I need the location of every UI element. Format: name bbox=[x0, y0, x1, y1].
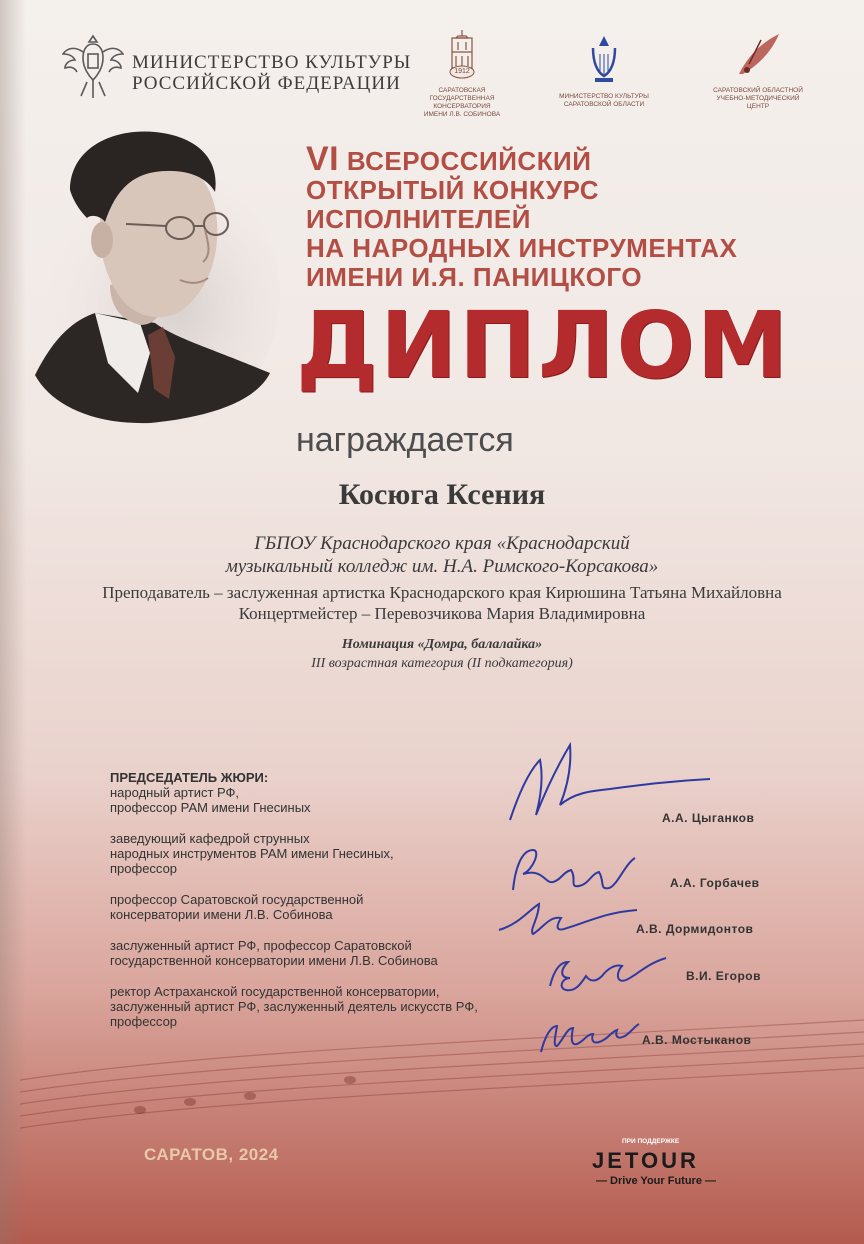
jury-role-line: народный артист РФ, bbox=[110, 785, 240, 800]
conservatory-year: 1912 bbox=[454, 68, 470, 75]
conservatory-logo bbox=[418, 28, 506, 119]
conservatory-line-3: КОНСЕРВАТОРИЯ bbox=[433, 103, 491, 110]
conservatory-line-4: ИМЕНИ Л.В. СОБИНОВА bbox=[423, 111, 501, 118]
teacher-line: Преподаватель – заслуженная артистка Краснодарского края Кирюшина Татьяна Михайловна bbox=[102, 583, 782, 602]
saratov-ministry-line-2: САРАТОВСКОЙ ОБЛАСТИ bbox=[563, 101, 645, 108]
diploma-heading: ДИПЛОМ bbox=[296, 292, 791, 399]
signature-egorov bbox=[540, 952, 680, 997]
signature-mostykanov bbox=[535, 1014, 645, 1059]
signature-gorbachev bbox=[505, 840, 655, 900]
age-category: III возрастная категория (II подкатегория) bbox=[311, 656, 573, 671]
ministry-line-1: МИНИСТЕРСТВО КУЛЬТУРЫ bbox=[132, 52, 412, 73]
jury-member-role bbox=[110, 984, 510, 1029]
jury-role-line: ректор Астраханской государственной консерватории, bbox=[110, 984, 440, 999]
jury-role-line: государственной консерватории имени Л.В. Собинова bbox=[110, 953, 438, 968]
lyre-icon bbox=[587, 34, 621, 86]
jury-role-line: профессор bbox=[110, 1014, 178, 1029]
jury-member-role bbox=[110, 938, 510, 968]
jury-member-role bbox=[110, 831, 510, 876]
saratov-ministry-line-1: МИНИСТЕРСТВО КУЛЬТУРЫ bbox=[559, 93, 649, 100]
jury-name-dormidontov: А.В. Дормидонтов bbox=[636, 922, 754, 936]
jury-name-tsygankov: А.А. Цыганков bbox=[662, 811, 755, 825]
ministry-of-culture-label bbox=[132, 52, 411, 94]
conservatory-line-1: САРАТОВСКАЯ bbox=[438, 87, 486, 94]
institution-line-2: музыкальный колледж им. Н.А. Римского-Корсакова» bbox=[225, 556, 659, 577]
method-center-line-3: ЦЕНТР bbox=[746, 103, 770, 110]
jury-role-line: профессор Саратовской государственной bbox=[110, 892, 364, 907]
nomination: Номинация «Домра, балалайка» bbox=[341, 637, 543, 652]
institution bbox=[0, 532, 864, 578]
jury-name-gorbachev: А.А. Горбачев bbox=[670, 876, 760, 890]
contest-title-line-4: ИМЕНИ И.Я. ПАНИЦКОГО bbox=[306, 262, 643, 292]
method-center-line-1: САРАТОВСКИЙ ОБЛАСТНОЙ bbox=[713, 87, 803, 94]
music-quill-icon bbox=[733, 30, 783, 80]
sponsor-caption: ПРИ ПОДДЕРЖКЕ bbox=[622, 1138, 680, 1145]
contest-title-line-1: ВСЕРОССИЙСКИЙ bbox=[346, 146, 592, 176]
jury-role-line: профессор РАМ имени Гнесиных bbox=[110, 800, 311, 815]
sponsor-slogan: — Drive Your Future — bbox=[596, 1175, 717, 1187]
jury-role-line: консерватории имени Л.В. Собинова bbox=[110, 907, 333, 922]
jury-role-line: народных инструментов РАМ имени Гнесиных, bbox=[110, 846, 394, 861]
jury-role-line: заслуженный артист РФ, профессор Саратовской bbox=[110, 938, 412, 953]
method-center-logo bbox=[702, 30, 814, 111]
jury-role-line: заслуженный артист РФ, заслуженный деятель искусств РФ, bbox=[110, 999, 478, 1014]
russian-coat-of-arms-icon bbox=[62, 30, 124, 102]
mentors bbox=[0, 582, 864, 624]
ministry-line-2: РОССИЙСКОЙ ФЕДЕРАЦИИ bbox=[132, 73, 401, 94]
accompanist-line: Концертмейстер – Перевозчикова Мария Владимировна bbox=[238, 604, 646, 623]
jury-role-line: заведующий кафедрой струнных bbox=[110, 831, 310, 846]
sponsor-logo: JETOUR bbox=[592, 1148, 699, 1173]
recipient-name: Косюга Ксения bbox=[338, 478, 546, 511]
jury-member-role bbox=[110, 892, 510, 922]
contest-edition: VI bbox=[306, 140, 340, 178]
awarded-label: награждается bbox=[296, 421, 514, 459]
jury-chair-title: ПРЕДСЕДАТЕЛЬ ЖЮРИ: bbox=[110, 770, 269, 785]
contest-title-line-3: НА НАРОДНЫХ ИНСТРУМЕНТАХ bbox=[306, 233, 738, 263]
method-center-line-2: УЧЕБНО-МЕТОДИЧЕСКИЙ bbox=[716, 95, 800, 102]
jury-list bbox=[110, 770, 510, 1045]
jury-name-egorov: В.И. Егоров bbox=[686, 969, 762, 983]
contest-title bbox=[306, 140, 826, 292]
portrait-photo bbox=[30, 120, 280, 425]
saratov-ministry-logo bbox=[552, 34, 656, 109]
jury-member-role bbox=[110, 785, 510, 815]
city-year: САРАТОВ, 2024 bbox=[144, 1145, 279, 1164]
jury-name-mostykanov: А.В. Мостыканов bbox=[642, 1033, 752, 1047]
signature-dormidontov bbox=[495, 900, 645, 945]
jury-role-line: профессор bbox=[110, 861, 178, 876]
institution-line-1: ГБПОУ Краснодарского края «Краснодарский bbox=[254, 533, 630, 554]
contest-title-line-2: ОТКРЫТЫЙ КОНКУРС ИСПОЛНИТЕЛЕЙ bbox=[306, 175, 600, 234]
conservatory-line-2: ГОСУДАРСТВЕННАЯ bbox=[429, 95, 495, 102]
